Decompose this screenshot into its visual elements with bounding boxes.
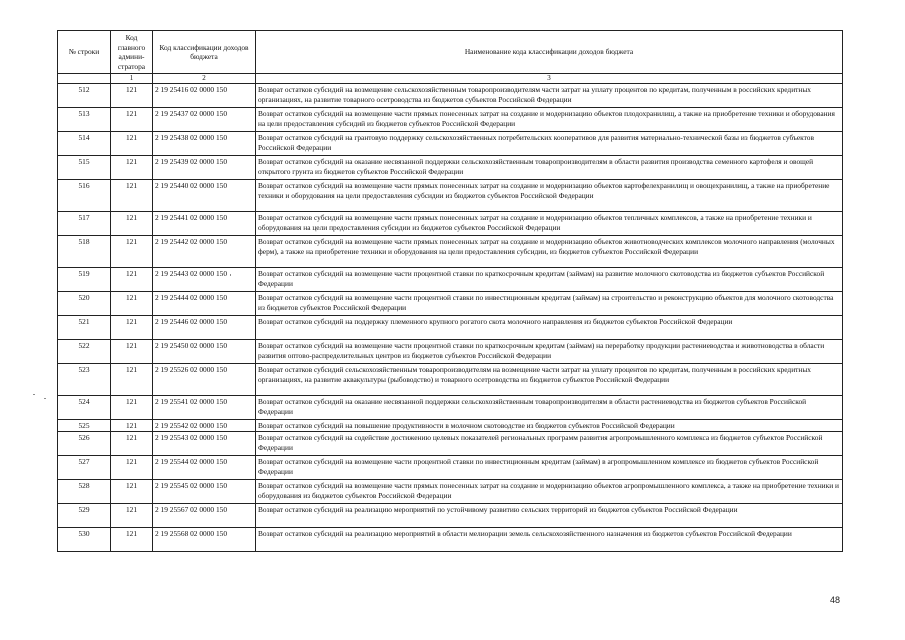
admin-code-cell: 121 — [111, 292, 153, 316]
table-row — [58, 420, 843, 432]
classification-code-cell: 2 19 25438 02 0000 150 — [153, 132, 256, 156]
table-row — [58, 108, 843, 132]
table-row — [58, 364, 843, 396]
table-row — [58, 156, 843, 180]
header-row-number: № строки — [58, 31, 111, 74]
table-row — [58, 528, 843, 552]
admin-code-cell: 121 — [111, 156, 153, 180]
row-number-cell: 519 — [58, 268, 111, 292]
scan-speck — [230, 274, 231, 276]
code-name-cell: Возврат остатков субсидий на возмещение части прямых понесенных затрат на создание и модернизацию объектов плодохранилищ, а также на приобретение техники и оборудования на цели предоставления субсидий из бюджетов субъектов Российской Федерации — [256, 108, 843, 132]
classification-code-cell: 2 19 25541 02 0000 150 — [153, 396, 256, 420]
code-name-cell: Возврат остатков субсидий на реализацию мероприятий по устойчивому развитию сельских территорий из бюджетов субъектов Российской Федерации — [256, 504, 843, 528]
admin-code-cell: 121 — [111, 212, 153, 236]
classification-code-cell: 2 19 25545 02 0000 150 — [153, 480, 256, 504]
table-row — [58, 340, 843, 364]
classification-code-cell: 2 19 25443 02 0000 150 — [153, 268, 256, 292]
column-number-row — [58, 74, 843, 84]
admin-code-cell: 121 — [111, 180, 153, 212]
classification-code-cell: 2 19 25416 02 0000 150 — [153, 84, 256, 108]
row-number-cell: 520 — [58, 292, 111, 316]
row-number-cell: 528 — [58, 480, 111, 504]
table-row — [58, 292, 843, 316]
admin-code-cell: 121 — [111, 480, 153, 504]
code-name-cell: Возврат остатков субсидий на возмещение части процентной ставки по инвестиционным кредитам (займам) на строительство и реконструкцию объектов для молочного скотоводства из бюджетов субъектов Российской Федерации — [256, 292, 843, 316]
admin-code-cell: 121 — [111, 340, 153, 364]
budget-codes-table — [57, 30, 843, 552]
code-name-cell: Возврат остатков субсидий на возмещение части процентной ставки по краткосрочным кредитам (займам) на развитие молочного скотоводства из бюджетов субъектов Российской Федерации — [256, 268, 843, 292]
column-number: 1 — [111, 74, 153, 84]
table-row — [58, 316, 843, 340]
row-number-cell: 527 — [58, 456, 111, 480]
admin-code-cell: 121 — [111, 132, 153, 156]
row-number-cell: 516 — [58, 180, 111, 212]
scan-speck — [44, 398, 46, 399]
table-row — [58, 236, 843, 268]
classification-code-cell: 2 19 25450 02 0000 150 — [153, 340, 256, 364]
code-name-cell: Возврат остатков субсидий сельскохозяйственным товаропроизводителям на возмещение части затрат на уплату процентов по кредитам, полученным в российских кредитных организациях, на развитие аквакультуры (рыбоводство) и товарного осетроводства из бюджетов субъектов Российской Федерации — [256, 364, 843, 396]
table-row — [58, 268, 843, 292]
table-row — [58, 212, 843, 236]
classification-code-cell: 2 19 25437 02 0000 150 — [153, 108, 256, 132]
admin-code-cell: 121 — [111, 268, 153, 292]
classification-code-cell: 2 19 25446 02 0000 150 — [153, 316, 256, 340]
table-row — [58, 456, 843, 480]
column-number — [58, 74, 111, 84]
page-number: 48 — [830, 595, 841, 605]
row-number-cell: 526 — [58, 432, 111, 456]
row-number-cell: 512 — [58, 84, 111, 108]
code-name-cell: Возврат остатков субсидий на возмещение части процентной ставки по инвестиционным кредитам (займам) в агропромышленном комплексе из бюджетов субъектов Российской Федерации — [256, 456, 843, 480]
admin-code-cell: 121 — [111, 84, 153, 108]
classification-code-cell: 2 19 25526 02 0000 150 — [153, 364, 256, 396]
admin-code-cell: 121 — [111, 108, 153, 132]
code-name-cell: Возврат остатков субсидий на оказание несвязанной поддержки сельскохозяйственным товаропроизводителям в области развития производства семенного картофеля и овощей открытого грунта из бюджетов субъектов Российской Федерации — [256, 156, 843, 180]
code-name-cell: Возврат остатков субсидий на возмещение сельскохозяйственным товаропроизводителям части затрат на уплату процентов по кредитам, полученным в российских кредитных организациях, на развитие товарного осетроводства из бюджетов субъектов Российской Федерации — [256, 84, 843, 108]
row-number-cell: 529 — [58, 504, 111, 528]
classification-code-cell: 2 19 25568 02 0000 150 — [153, 528, 256, 552]
classification-code-cell: 2 19 25442 02 0000 150 — [153, 236, 256, 268]
admin-code-cell: 121 — [111, 456, 153, 480]
table-row — [58, 504, 843, 528]
code-name-cell: Возврат остатков субсидий на возмещение части процентной ставки по краткосрочным кредитам (займам) на переработку продукции растениеводства и животноводства в области развития оптово-распределительных центров из бюджетов субъектов Российской Федерации — [256, 340, 843, 364]
classification-code-cell: 2 19 25543 02 0000 150 — [153, 432, 256, 456]
row-number-cell: 517 — [58, 212, 111, 236]
admin-code-cell: 121 — [111, 236, 153, 268]
header-classification-code: Код классификации доходов бюджета — [153, 31, 256, 74]
row-number-cell: 513 — [58, 108, 111, 132]
header-admin-code: Код главного админи-стратора — [111, 31, 153, 74]
table-row — [58, 84, 843, 108]
admin-code-cell: 121 — [111, 432, 153, 456]
table-row — [58, 132, 843, 156]
code-name-cell: Возврат остатков субсидий на реализацию мероприятий в области мелиорации земель сельскохозяйственного назначения из бюджетов субъектов Российской Федерации — [256, 528, 843, 552]
classification-code-cell: 2 19 25542 02 0000 150 — [153, 420, 256, 432]
document-page — [57, 30, 842, 552]
code-name-cell: Возврат остатков субсидий на возмещение части прямых понесенных затрат на создание и модернизацию объектов агропромышленного комплекса, а также на приобретение техники и оборудования из бюджетов субъектов Российской Федерации — [256, 480, 843, 504]
code-name-cell: Возврат остатков субсидий на грантовую поддержку сельскохозяйственных потребительских кооперативов для развития материально-технической базы из бюджетов субъектов Российской Федерации — [256, 132, 843, 156]
row-number-cell: 521 — [58, 316, 111, 340]
code-name-cell: Возврат остатков субсидий на поддержку племенного крупного рогатого скота молочного направления из бюджетов субъектов Российской Федерации — [256, 316, 843, 340]
admin-code-cell: 121 — [111, 364, 153, 396]
code-name-cell: Возврат остатков субсидий на повышение продуктивности в молочном скотоводстве из бюджетов субъектов Российской Федерации — [256, 420, 843, 432]
row-number-cell: 515 — [58, 156, 111, 180]
code-name-cell: Возврат остатков субсидий на возмещение части прямых понесенных затрат на создание и модернизацию объектов животноводческих комплексов молочного направления (молочных ферм), а также на приобретение техники и оборудования на цели предоставления субсидии, из бюджетов субъектов Российской Федерации — [256, 236, 843, 268]
header-code-name: Наименование кода классификации доходов бюджета — [256, 31, 843, 74]
row-number-cell: 525 — [58, 420, 111, 432]
classification-code-cell: 2 19 25544 02 0000 150 — [153, 456, 256, 480]
table-row — [58, 180, 843, 212]
column-number: 3 — [256, 74, 843, 84]
table-row — [58, 432, 843, 456]
classification-code-cell: 2 19 25441 02 0000 150 — [153, 212, 256, 236]
scan-speck — [33, 394, 35, 395]
row-number-cell: 522 — [58, 340, 111, 364]
code-name-cell: Возврат остатков субсидий на возмещение части прямых понесенных затрат на создание и модернизацию объектов тепличных комплексов, а также на приобретение техники и оборудования на цели предоставления субсидии из бюджетов субъектов Российской Федерации — [256, 212, 843, 236]
admin-code-cell: 121 — [111, 504, 153, 528]
row-number-cell: 518 — [58, 236, 111, 268]
table-header-row — [58, 31, 843, 74]
classification-code-cell: 2 19 25439 02 0000 150 — [153, 156, 256, 180]
table-row — [58, 396, 843, 420]
admin-code-cell: 121 — [111, 396, 153, 420]
code-name-cell: Возврат остатков субсидий на оказание несвязанной поддержки сельскохозяйственным товаропроизводителям в области растениеводства из бюджетов субъектов Российской Федерации — [256, 396, 843, 420]
admin-code-cell: 121 — [111, 316, 153, 340]
column-number: 2 — [153, 74, 256, 84]
row-number-cell: 524 — [58, 396, 111, 420]
classification-code-cell: 2 19 25444 02 0000 150 — [153, 292, 256, 316]
classification-code-cell: 2 19 25567 02 0000 150 — [153, 504, 256, 528]
row-number-cell: 514 — [58, 132, 111, 156]
code-name-cell: Возврат остатков субсидий на содействие достижению целевых показателей региональных программ развития агропромышленного комплекса из бюджетов субъектов Российской Федерации — [256, 432, 843, 456]
code-name-cell: Возврат остатков субсидий на возмещение части прямых понесенных затрат на создание и модернизацию объектов картофелехранилищ и овощехранилищ, а также на приобретение техники и оборудования на цели предоставления субсидии из бюджетов субъектов Российской Федерации — [256, 180, 843, 212]
row-number-cell: 530 — [58, 528, 111, 552]
admin-code-cell: 121 — [111, 528, 153, 552]
table-row — [58, 480, 843, 504]
admin-code-cell: 121 — [111, 420, 153, 432]
row-number-cell: 523 — [58, 364, 111, 396]
classification-code-cell: 2 19 25440 02 0000 150 — [153, 180, 256, 212]
